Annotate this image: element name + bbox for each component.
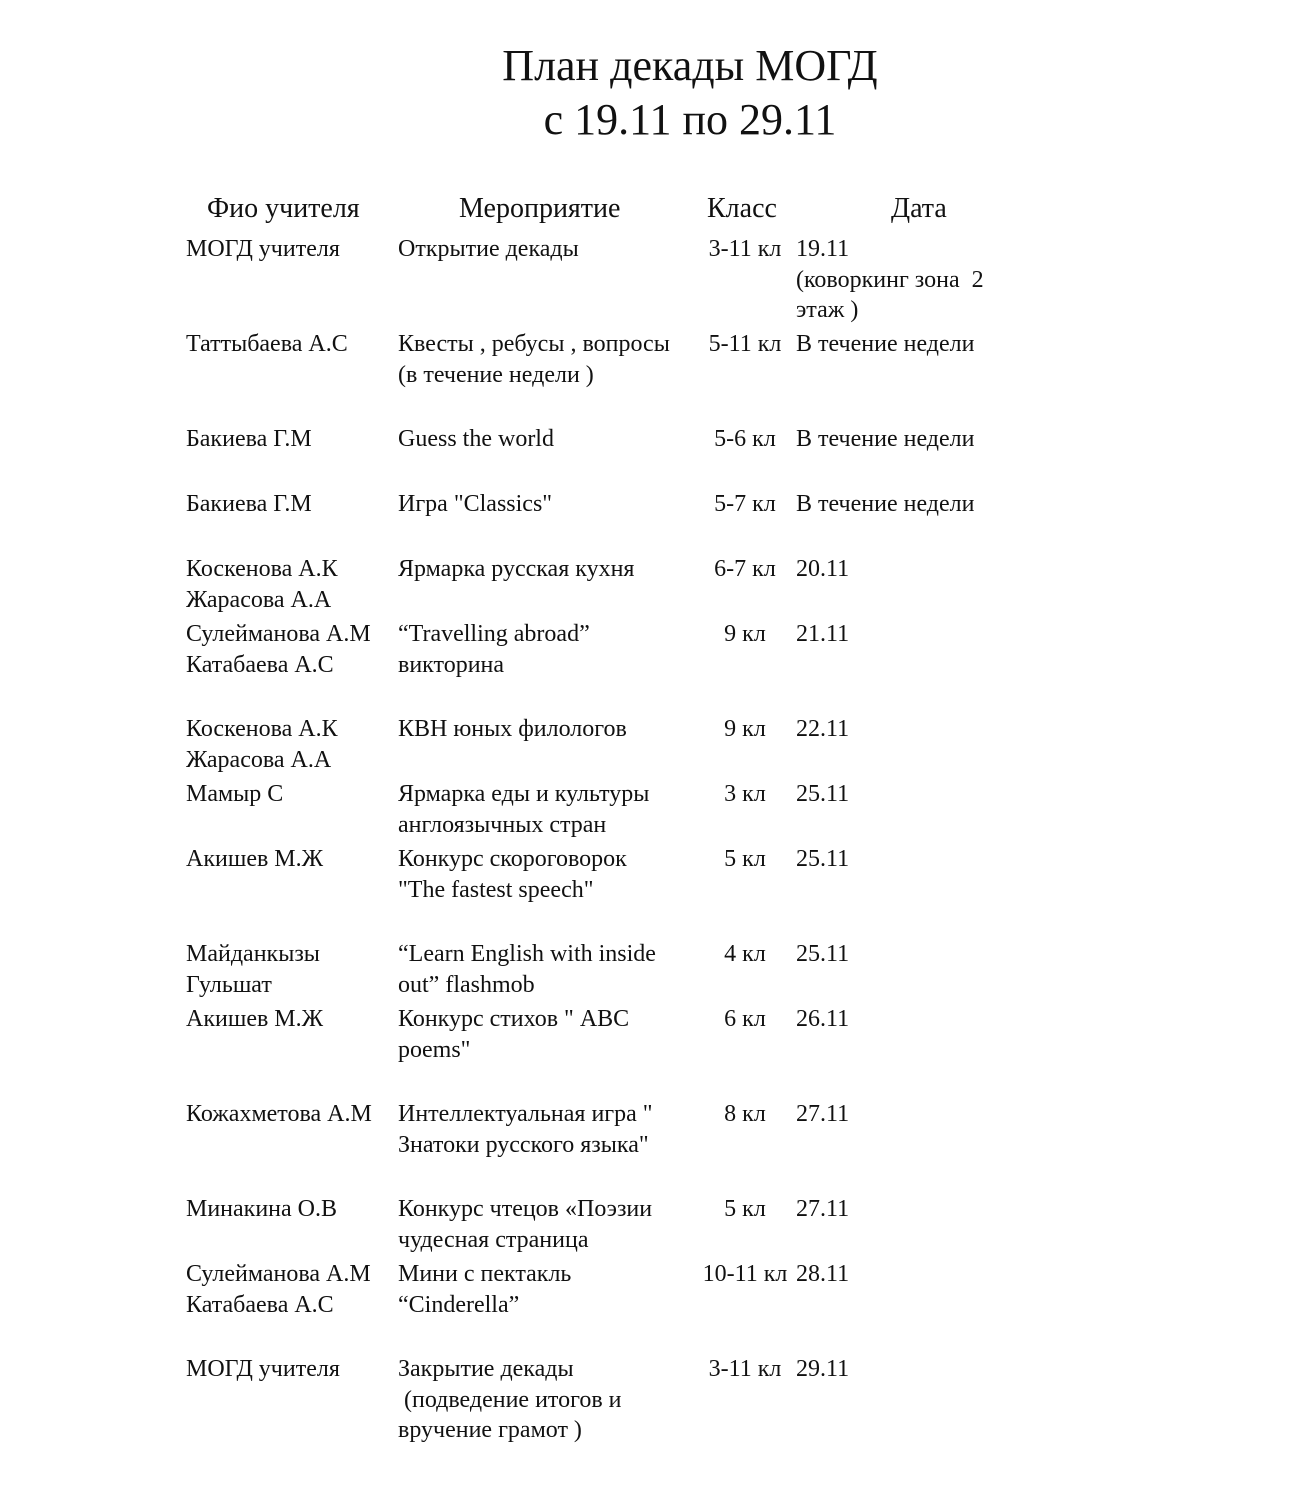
event-cell [398,329,670,390]
class-cell: 10-11 кл [702,1261,788,1287]
date-cell-line: 27.11 [796,1196,850,1222]
teacher-cell-line: Бакиева Г.М [186,426,312,452]
event-cell-line: poems" [398,1036,471,1063]
date-cell-line: В течение недели [796,491,975,517]
teacher-cell [186,1099,372,1130]
event-cell [398,489,552,520]
date-cell [796,1194,849,1225]
event-cell-line: Ярмарка еды и культуры [398,781,650,807]
date-cell-line: 22.11 [796,716,850,742]
teacher-cell-line: Жарасова А.А [186,746,332,773]
class-cell: 9 кл [724,716,766,742]
event-cell-line: Открытие декады [398,236,579,262]
event-cell [398,554,634,585]
event-cell [398,1099,653,1160]
event-cell [398,1004,629,1065]
teacher-cell-line: Майданкызы [186,941,320,967]
teacher-cell [186,779,283,810]
class-cell: 5 кл [724,1196,766,1222]
title-line-2: с 19.11 по 29.11 [543,95,837,144]
date-cell-line: 25.11 [796,846,850,872]
date-cell [796,554,849,585]
teacher-cell-line: Коскенова А.К [186,716,338,742]
header-event: Мероприятие [459,193,621,224]
event-cell-line: (в течение недели ) [398,361,594,388]
class-cell: 9 кл [724,621,766,647]
date-cell-line: 26.11 [796,1006,850,1032]
teacher-cell-line: Таттыбаева А.С [186,331,348,357]
event-cell-line: out” flashmob [398,971,535,998]
date-cell [796,424,974,455]
event-cell [398,1354,622,1446]
class-cell: 8 кл [724,1101,766,1127]
header-class: Класс [707,193,777,224]
title-line-1: План декады МОГД [502,41,878,90]
teacher-cell-line: Сулейманова А.М [186,621,371,647]
teacher-cell-line: Акишев М.Ж [186,1006,324,1032]
date-cell-line: 21.11 [796,621,850,647]
date-cell-line: этаж ) [796,297,859,323]
date-cell [796,1099,849,1130]
event-cell-line: “Learn English with inside [398,941,656,967]
teacher-cell-line: Бакиева Г.М [186,491,312,517]
date-cell-line: (коворкинг зона 2 [796,266,984,293]
teacher-cell-line: Гульшат [186,971,272,998]
header-date: Дата [891,193,947,224]
event-cell-line: викторина [398,651,505,678]
date-cell [796,714,849,745]
teacher-cell-line: Кожахметова А.М [186,1101,372,1127]
teacher-cell [186,1354,340,1385]
date-cell [796,939,849,970]
date-cell-line: 25.11 [796,781,850,807]
teacher-cell [186,844,323,875]
event-cell-line: англоязычных стран [398,811,607,838]
class-cell: 6 кл [724,1006,766,1032]
teacher-cell [186,1004,323,1035]
teacher-cell [186,329,348,360]
event-cell-line: Квесты , ребусы , вопросы [398,331,670,357]
event-cell-line: Мини с пектакль [398,1261,572,1287]
event-cell [398,1259,571,1320]
header-teacher: Фио учителя [207,193,360,224]
event-cell [398,844,627,905]
date-cell [796,234,984,326]
date-cell [796,779,849,810]
date-cell-line: 27.11 [796,1101,850,1127]
teacher-cell-line: Катабаева А.С [186,1291,334,1318]
event-cell-line: “Cinderella” [398,1291,520,1318]
teacher-cell [186,619,371,680]
event-cell [398,939,656,1000]
event-cell-line: Конкурс чтецов «Поэзии [398,1196,653,1222]
teacher-cell [186,234,340,265]
event-cell [398,619,590,680]
date-cell [796,844,849,875]
event-cell-line: Закрытие декады [398,1356,574,1382]
event-cell-line: “Travelling abroad” [398,621,590,647]
date-cell [796,1004,849,1035]
class-cell: 5 кл [724,846,766,872]
date-cell-line: 25.11 [796,941,850,967]
event-cell-line: Конкурс скороговорок [398,846,627,872]
class-cell: 5-7 кл [714,491,776,517]
teacher-cell-line: Жарасова А.А [186,586,332,613]
teacher-cell [186,1259,371,1320]
teacher-cell-line: МОГД учителя [186,1356,340,1382]
date-cell-line: 20.11 [796,556,850,582]
event-cell [398,714,627,745]
event-cell-line: Знатоки русского языка" [398,1131,649,1158]
teacher-cell-line: Катабаева А.С [186,651,334,678]
event-cell [398,424,554,455]
teacher-cell-line: Минакина О.В [186,1196,338,1222]
teacher-cell [186,1194,337,1225]
event-cell-line: Игра "Classics" [398,491,553,517]
date-cell-line: В течение недели [796,426,975,452]
class-cell: 3-11 кл [708,1356,782,1382]
date-cell [796,1259,849,1290]
event-cell-line: Конкурс стихов " ABC [398,1006,630,1032]
date-cell [796,1354,849,1385]
teacher-cell [186,489,312,520]
date-cell-line: 19.11 [796,236,850,262]
teacher-cell [186,714,338,775]
class-cell: 6-7 кл [714,556,776,582]
event-cell [398,779,649,840]
event-cell-line: КВН юных филологов [398,716,627,742]
class-cell: 3-11 кл [708,236,782,262]
date-cell [796,619,849,650]
event-cell-line: вручение грамот ) [398,1417,582,1443]
class-cell: 4 кл [724,941,766,967]
class-cell: 5-11 кл [708,331,782,357]
teacher-cell-line: Мамыр С [186,781,284,807]
class-cell: 3 кл [724,781,766,807]
event-cell-line: чудесная страница [398,1226,589,1253]
teacher-cell-line: Сулейманова А.М [186,1261,371,1287]
date-cell-line: В течение недели [796,331,975,357]
event-cell [398,234,579,265]
teacher-cell-line: Коскенова А.К [186,556,338,582]
event-cell-line: Интеллектуальная игра " [398,1101,653,1127]
event-cell-line: Guess the world [398,426,554,452]
teacher-cell [186,424,312,455]
teacher-cell-line: Акишев М.Ж [186,846,324,872]
date-cell [796,329,974,360]
class-cell: 5-6 кл [714,426,776,452]
date-cell-line: 29.11 [796,1356,850,1382]
event-cell [398,1194,652,1255]
date-cell [796,489,974,520]
teacher-cell-line: МОГД учителя [186,236,340,262]
date-cell-line: 28.11 [796,1261,850,1287]
teacher-cell [186,554,338,615]
event-cell-line: "The fastest speech" [398,876,594,903]
event-cell-line: (подведение итогов и [398,1386,622,1413]
teacher-cell [186,939,320,1000]
event-cell-line: Ярмарка русская кухня [398,556,635,582]
